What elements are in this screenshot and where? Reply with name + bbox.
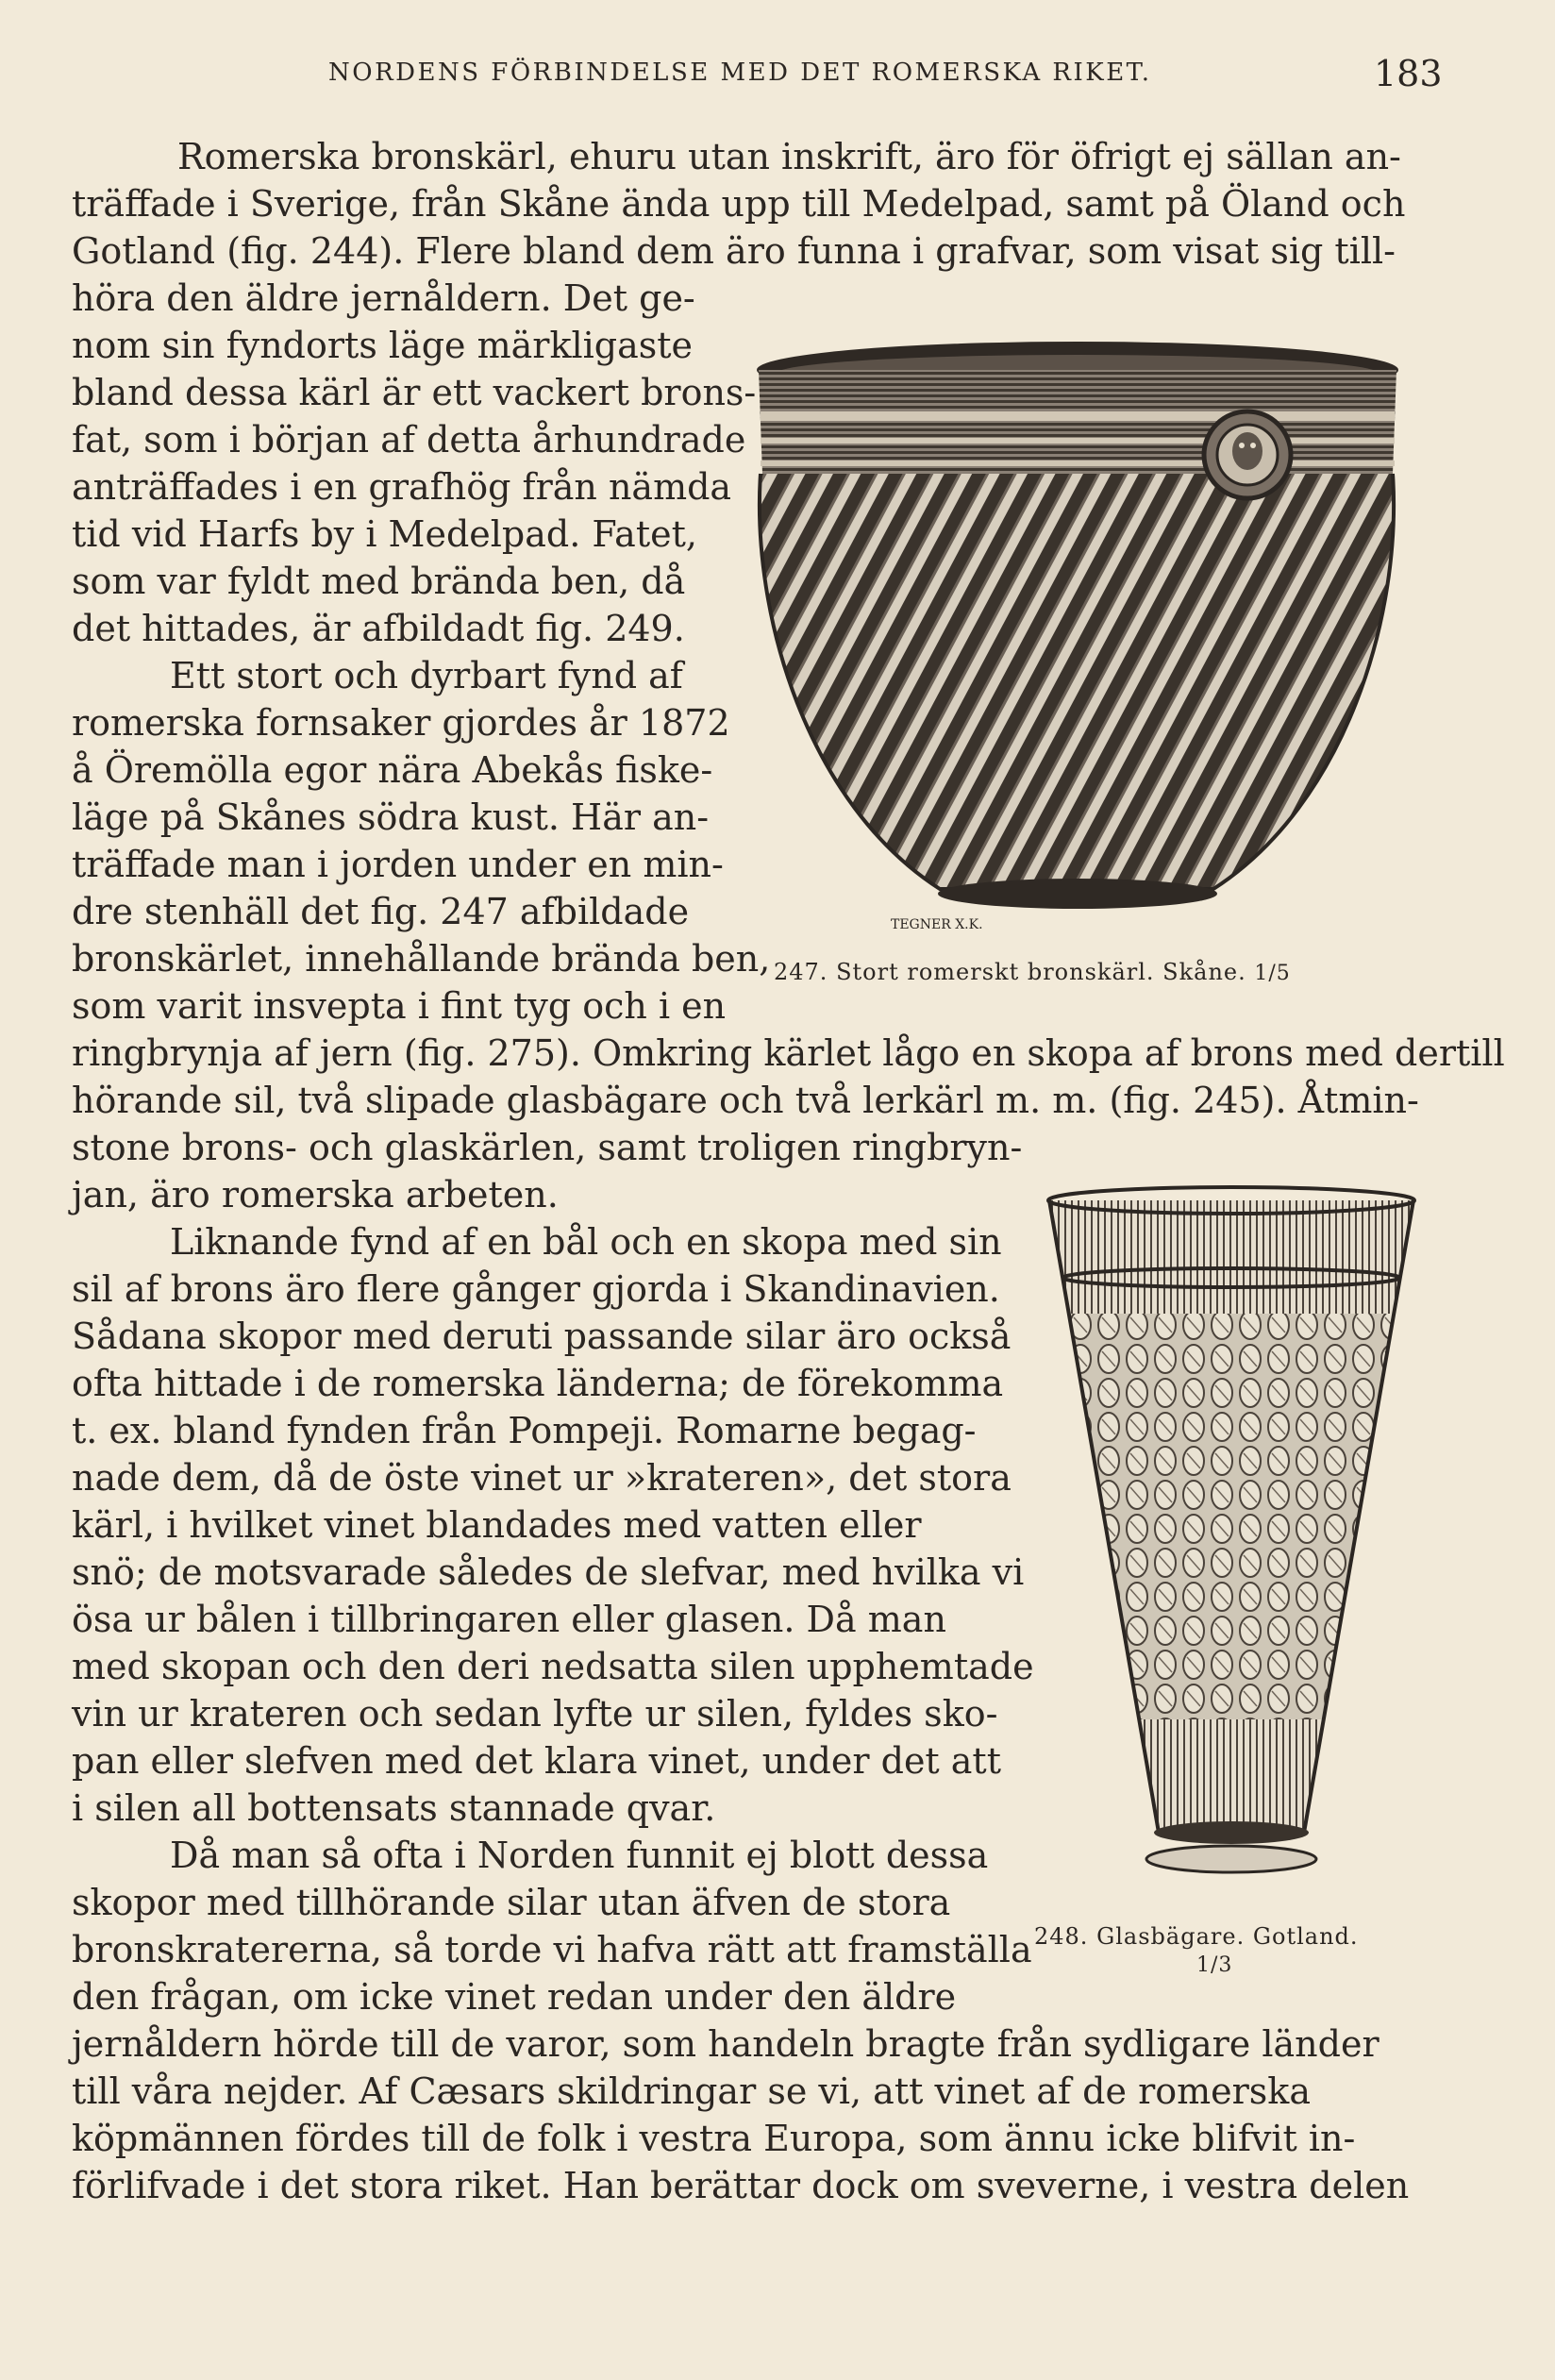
text-line: romerska fornsaker gjordes år 1872 bbox=[72, 702, 730, 744]
text-line: Då man så ofta i Norden funnit ej blott dessa bbox=[170, 1835, 989, 1876]
text-line: t. ex. bland fynden från Pompeji. Romarne begag- bbox=[72, 1410, 977, 1451]
text-line: köpmännen fördes till de folk i vestra Europa, som ännu icke blifvit in- bbox=[72, 2118, 1356, 2159]
text-line: anträffades i en grafhög från nämda bbox=[72, 466, 732, 508]
text-line: träffade man i jorden under en min- bbox=[72, 844, 724, 885]
figure-248-number: 248. bbox=[1034, 1923, 1089, 1950]
text-line: fat, som i början af detta århundrade bbox=[72, 419, 746, 461]
text-line: höra den äldre jernåldern. Det ge- bbox=[72, 277, 695, 319]
text-line: bronskärlet, innehållande brända ben, bbox=[72, 938, 771, 980]
bronze-vessel-illustration bbox=[742, 332, 1421, 936]
text-line: å Öremölla egor nära Abekås fiske- bbox=[72, 749, 713, 791]
text-line: jan, äro romerska arbeten. bbox=[72, 1174, 559, 1215]
text-line: ofta hittade i de romerska länderna; de förekomma bbox=[72, 1363, 1004, 1404]
text-line: snö; de motsvarade således de slefvar, med hvilka vi bbox=[72, 1551, 1025, 1593]
text-line: som varit insvepta i fint tyg och i en bbox=[72, 985, 727, 1027]
figure-248-text: Glasbägare. Gotland. bbox=[1096, 1923, 1359, 1950]
text-line: Ett stort och dyrbart fynd af bbox=[170, 655, 683, 696]
text-line: läge på Skånes södra kust. Här an- bbox=[72, 796, 710, 838]
glass-beaker-illustration bbox=[1038, 1172, 1425, 1889]
text-line: till våra nejder. Af Cæsars skildringar se vi, att vinet af de romerska bbox=[72, 2070, 1311, 2112]
artist-signature: TEGNER X.K. bbox=[891, 917, 983, 932]
figure-248-glass-beaker bbox=[1038, 1172, 1425, 1889]
text-line: träffade i Sverige, från Skåne ända upp till Medelpad, samt på Öland och bbox=[72, 183, 1406, 225]
figure-247-caption bbox=[774, 959, 1291, 985]
text-line: hörande sil, två slipade glasbägare och två lerkärl m. m. (fig. 245). Åtmin- bbox=[72, 1080, 1419, 1121]
text-line: Sådana skopor med deruti passande silar äro också bbox=[72, 1316, 1012, 1357]
text-line: sil af brons äro flere gånger gjorda i Skandinavien. bbox=[72, 1268, 1000, 1310]
figure-248-caption bbox=[1034, 1923, 1359, 1950]
text-line: dre stenhäll det fig. 247 afbildade bbox=[72, 891, 690, 932]
text-line: Liknande fynd af en bål och en skopa med sin bbox=[170, 1221, 1002, 1263]
text-line: ringbrynja af jern (fig. 275). Omkring kärlet lågo en skopa af brons med dertill bbox=[72, 1032, 1505, 1074]
text-line: som var fyldt med brända ben, då bbox=[72, 561, 686, 602]
text-line: pan eller slefven med det klara vinet, under det att bbox=[72, 1740, 1001, 1782]
text-line: med skopan och den deri nedsatta silen upphemtade bbox=[72, 1646, 1034, 1687]
text-line: Gotland (fig. 244). Flere bland dem äro funna i grafvar, som visat sig till- bbox=[72, 230, 1396, 272]
text-line: Romerska bronskärl, ehuru utan inskrift, äro för öfrigt ej sällan an- bbox=[177, 136, 1401, 177]
text-line: bland dessa kärl är ett vackert brons- bbox=[72, 372, 757, 413]
text-line: ösa ur bålen i tillbringaren eller glasen. Då man bbox=[72, 1599, 946, 1640]
page-number: 183 bbox=[1374, 53, 1443, 94]
figure-247-scale: 1/5 bbox=[1254, 962, 1291, 985]
figure-248-scale: 1/3 bbox=[1196, 1953, 1233, 1977]
text-line: skopor med tillhörande silar utan äfven de stora bbox=[72, 1882, 951, 1923]
text-line: i silen all bottensats stannade qvar. bbox=[72, 1787, 716, 1829]
text-line: jernåldern hörde till de varor, som handeln bragte från sydligare länder bbox=[72, 2023, 1379, 2065]
text-line: bronskratererna, så torde vi hafva rätt att framställa bbox=[72, 1929, 1032, 1970]
text-line: tid vid Harfs by i Medelpad. Fatet, bbox=[72, 513, 697, 555]
figure-247-bronze-vessel bbox=[742, 332, 1421, 936]
text-line: det hittades, är afbildadt fig. 249. bbox=[72, 608, 685, 649]
text-line: förlifvade i det stora riket. Han berättar dock om sveverne, i vestra delen bbox=[72, 2165, 1410, 2206]
text-line: vin ur krateren och sedan lyfte ur silen, fyldes sko- bbox=[72, 1693, 998, 1735]
running-head: NORDENS FÖRBINDELSE MED DET ROMERSKA RIKET. bbox=[328, 59, 1152, 87]
text-line: den frågan, om icke vinet redan under den äldre bbox=[72, 1976, 957, 2018]
figure-247-text: Stort romerskt bronskärl. Skåne. bbox=[836, 959, 1246, 985]
text-line: nade dem, då de öste vinet ur »krateren», det stora bbox=[72, 1457, 1012, 1499]
text-line: nom sin fyndorts läge märkligaste bbox=[72, 325, 694, 366]
text-line: kärl, i hvilket vinet blandades med vatten eller bbox=[72, 1504, 922, 1546]
text-line: stone brons- och glaskärlen, samt troligen ringbryn- bbox=[72, 1127, 1023, 1168]
figure-247-number: 247. bbox=[774, 959, 828, 985]
